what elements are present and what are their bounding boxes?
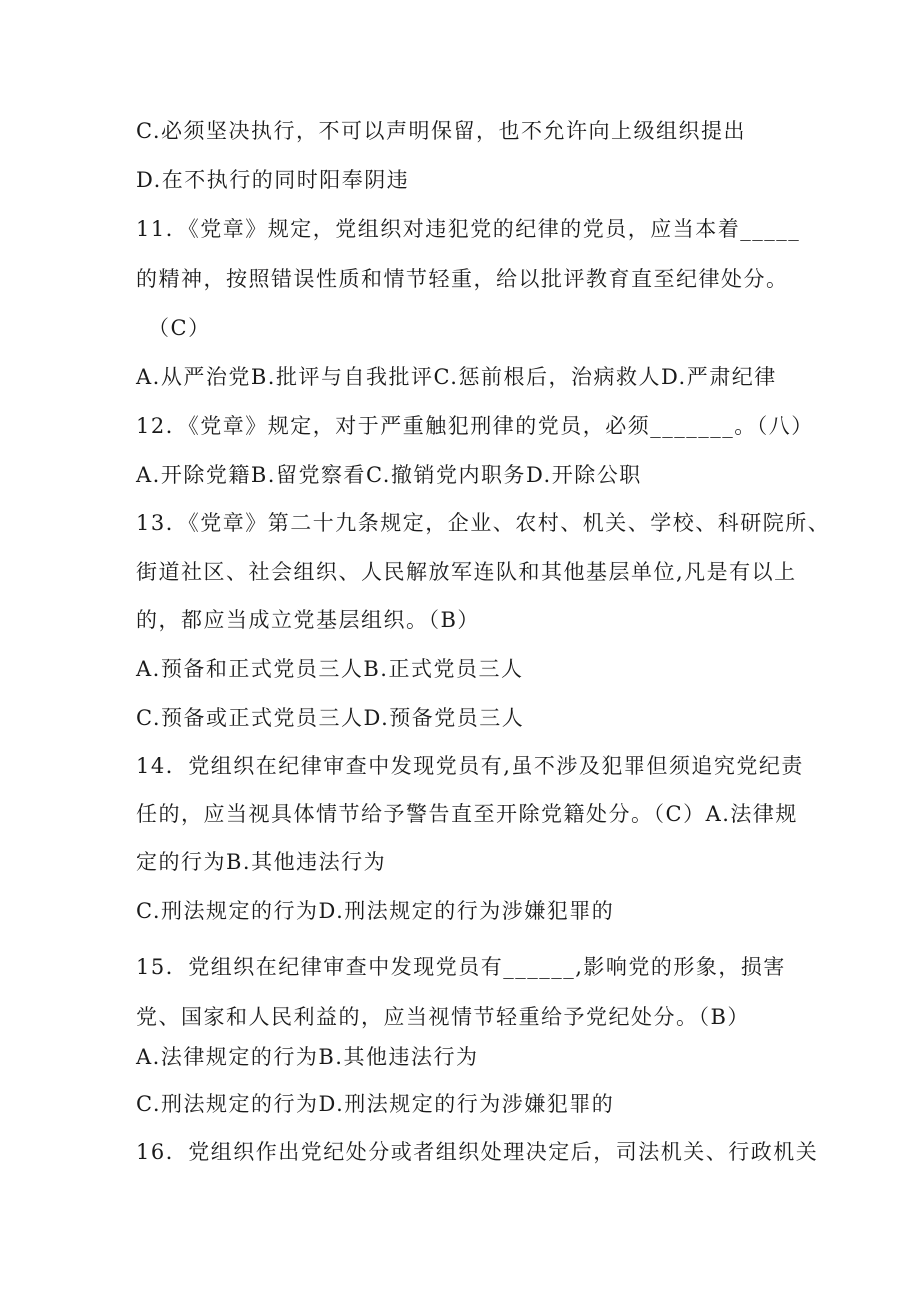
question-15-line-1: 15．党组织在纪律审查中发现党员有______,影响党的形象，损害 <box>136 955 786 979</box>
question-14-line-1: 14．党组织在纪律审查中发现党员有,虽不涉及犯罪但须追究党纪责 <box>136 754 804 778</box>
question-14-line-3: 定的行为B.其他违法行为 <box>136 850 387 874</box>
question-15-options-cd: C.刑法规定的行为D.刑法规定的行为涉嫌犯罪的 <box>136 1092 615 1116</box>
question-13-line-1: 13．《党章》第二十九条规定，企业、农村、机关、学校、科研院所、 <box>136 511 831 535</box>
question-11-line-1: 11．《党章》规定，党组织对违犯党的纪律的党员，应当本着_____ <box>136 217 801 241</box>
question-13-options-cd: C.预备或正式党员三人D.预备党员三人 <box>136 706 525 730</box>
question-13-options-ab: A.预备和正式党员三人B.正式党员三人 <box>136 657 524 681</box>
question-14-options-cd: C.刑法规定的行为D.刑法规定的行为涉嫌犯罪的 <box>136 899 615 923</box>
question-14-line-2: 任的，应当视具体情节给予警告直至开除党籍处分。（C）A.法律规 <box>136 802 798 826</box>
question-13-line-2: 街道社区、社会组织、人民解放军连队和其他基层单位,凡是有以上 <box>136 560 797 584</box>
question-12: 12．《党章》规定，对于严重触犯刑律的党员，必须_______。（八） <box>136 414 814 438</box>
question-15-line-2: 党、国家和人民利益的，应当视情节轻重给予党纪处分。（B） <box>136 1005 750 1029</box>
question-15-options-ab: A.法律规定的行为B.其他违法行为 <box>136 1045 479 1069</box>
question-11-options: A.从严治党B.批评与自我批评C.惩前根后，治病救人D.严肃纪律 <box>136 365 777 389</box>
question-12-options: A.开除党籍B.留党察看C.撤销党内职务D.开除公职 <box>136 463 642 487</box>
question-11-line-2: 的精神，按照错误性质和情节轻重，给以批评教育直至纪律处分。 <box>136 267 789 291</box>
question-11-answer: （C） <box>148 316 211 340</box>
option-d-q10: D.在不执行的同时阳奉阴违 <box>136 168 410 192</box>
option-c-q10: C.必须坚决执行，不可以声明保留，也不允许向上级组织提出 <box>136 119 746 143</box>
question-13-line-3: 的，都应当成立党基层组织。（B） <box>136 608 480 632</box>
question-16-line-1: 16．党组织作出党纪处分或者组织处理决定后，司法机关、行政机关 <box>136 1140 819 1164</box>
